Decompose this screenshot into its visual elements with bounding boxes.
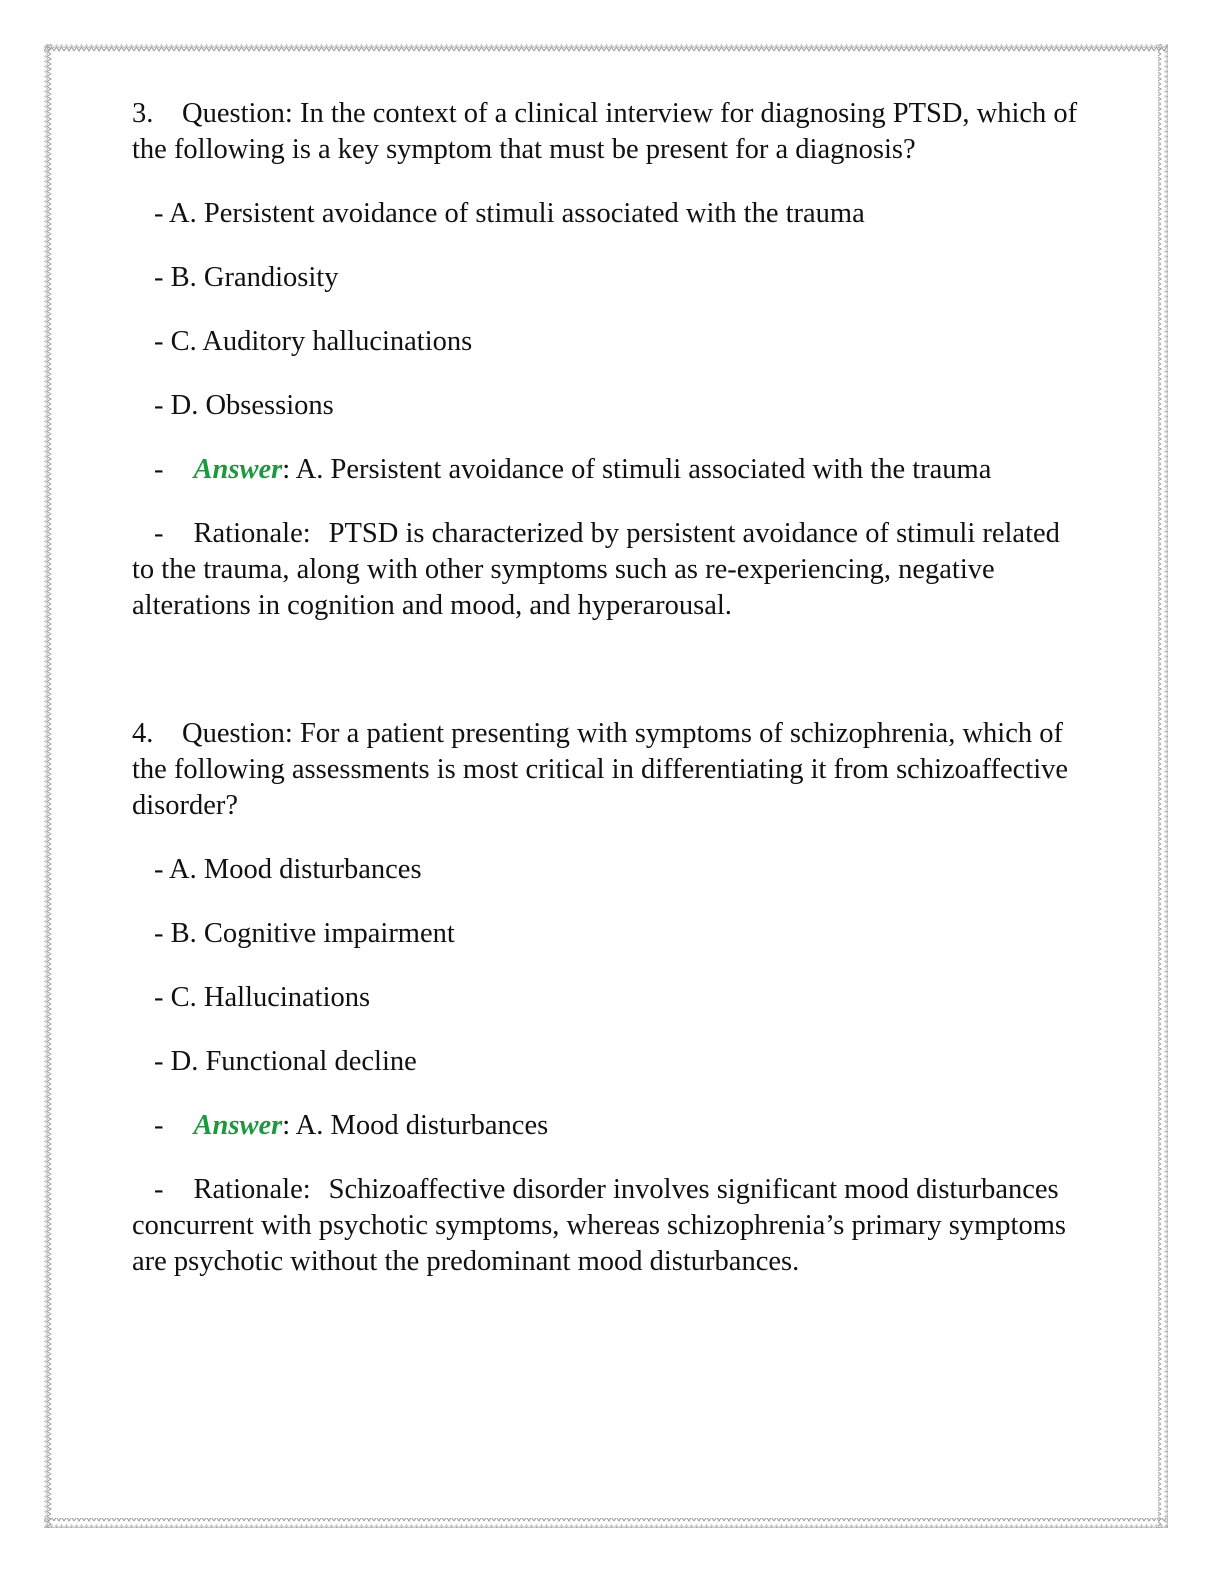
answer-dash: - [154,454,164,485]
option-c: - C. Auditory hallucinations [154,326,473,357]
rationale-dash: - [154,518,164,549]
question-text [132,96,1082,168]
option-b: - B. Cognitive impairment [154,918,455,949]
question-text [132,716,1082,824]
answer-text: : A. Mood disturbances [282,1110,549,1141]
question-block-4 [132,716,1082,1280]
document-content [132,96,1082,1280]
rationale [132,1172,1082,1280]
option-d: - D. Functional decline [154,1046,417,1077]
answer-dash: - [154,1110,164,1141]
rationale-label: Rationale: [193,518,311,549]
option-d: - D. Obsessions [154,390,334,421]
answer-line [154,1108,1082,1144]
section-spacer [132,624,1082,716]
question-number: 4. [132,718,154,749]
rationale [132,516,1082,624]
option-a: - A. Mood disturbances [154,854,422,885]
question-number: 3. [132,98,154,129]
option-c: - C. Hallucinations [154,982,371,1013]
rationale-text: Schizoaffective disorder involves significant mood disturbances concurrent with psychotic symptoms, whereas schizophrenia’s primary symptoms are psychotic without the predominant mood disturbances. [132,1174,1066,1277]
option-b: - B. Grandiosity [154,262,339,293]
answer-line [154,452,1082,488]
rationale-text: PTSD is characterized by persistent avoidance of stimuli related to the trauma, along with other symptoms such as re-experiencing, negative alterations in cognition and mood, and hyperarousal. [132,518,1060,621]
rationale-dash: - [154,1174,164,1205]
question-body: Question: For a patient presenting with symptoms of schizophrenia, which of the following assessments is most critical in differentiating it from schizoaffective disorder? [132,718,1069,821]
answer-text: : A. Persistent avoidance of stimuli associated with the trauma [282,454,992,485]
answer-label: Answer [193,1110,283,1141]
question-block-3 [132,96,1082,624]
question-body: Question: In the context of a clinical interview for diagnosing PTSD, which of the following is a key symptom that must be present for a diagnosis? [132,98,1078,165]
answer-label: Answer [193,454,283,485]
option-a: - A. Persistent avoidance of stimuli associated with the trauma [154,198,865,229]
rationale-label: Rationale: [193,1174,311,1205]
